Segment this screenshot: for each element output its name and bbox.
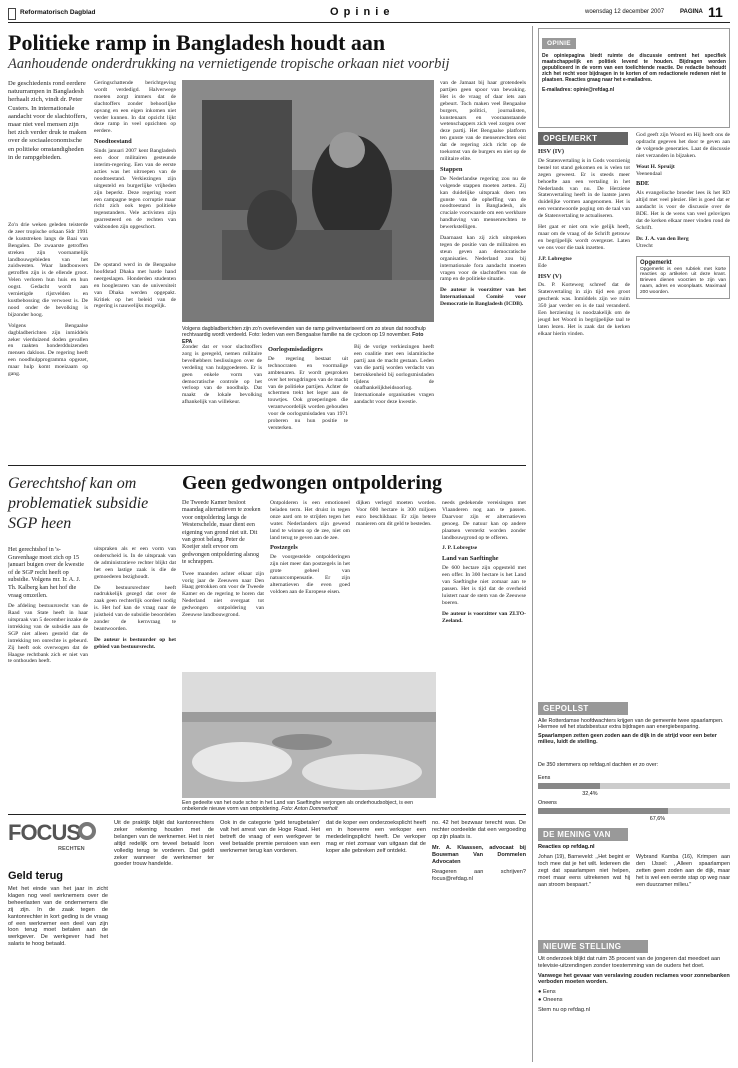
nieuwe-option-eens-bullet: ● [538,989,543,996]
poll-eens-bar-fill [538,783,600,789]
second-photo [182,672,436,798]
lead-body-10: De Nederlandse regering zou nu de volgende stappen moeten zetten. Zij kan duidelijke uitspraak doen ten gunste van de opheffing van de noodtoestand in Bangladesh, als cruciale voorwaarde om een werkbare handhaving van mensenrechten te bewerkstelligen. [440,175,526,231]
second-bottom-rule [8,814,526,815]
second-body-7: De 600 hectare zijn opgesteld met een offer. In 300 hectare is het Land van Saeftinghe niet zomaar aan te passen. Het is tijd dat de overheid luistert naar de stem van de Zeeuwse boeren. [442,565,526,606]
lead-body-6: Zonder dat er voor slachtoffers zorg is geregeld, nemen militaire bevelhebbers beslissingen over de verdeling van hulpgoederen. Er is geen enkele vorm van democratische controle op het verloop van de noodhulp. Dat maakt de lokale bevolking afhankelijk van willekeur. [182,344,262,406]
letter1-place: Ede [538,262,547,269]
lead-sub-oorlogsmisdadigers: Oorlogsmisdadigers [268,346,323,353]
court-body-1: Het gerechtshof in 's-Gravenhage moet zich op 15 januari buigen over de kwestie of de SGP recht heeft op subsidie. Volgens mr. Ir. A. J. Th. Kalberg kan het hof die vraag omzeilen. [8,546,84,599]
lead-intro [8,80,88,218]
nieuwe-option-oneens-bullet: ● [538,996,543,1003]
hsv-v-heading: HSV (V) [538,272,562,280]
gg-text: God geeft zijn Woord en Hij heeft ons de opdracht gegeven het door te geven aan de volgende generaties. Laat de discussie niet verzanden in bijzaken. [636,132,730,159]
opgemerkt-info-box [636,256,730,300]
nieuwe-title: NIEUWE STELLING [538,940,648,953]
second-body-3: Ontpolderen is een emotioneel beladen term. Het druist in tegen onze aard om te strijden tegen het water. Nederlanders zijn gewend land te winnen op de zee, niet om land terug te geven aan de zee. [270,500,350,541]
focus-col-1 [8,886,108,1062]
poll-title: GEPOLLST [538,702,628,715]
second-col-2 [270,500,350,670]
lead-body-8: Bij de vorige verkiezingen heeft een coalitie met een islamitische partij aan de macht gestaan. Leden van die partij worden verdacht van betrokkenheid bij oorlogsmisdaden tijdens de onafhankelijkheidsoorlog. Internationale organisaties vragen aandacht voor deze kwestie. [354,344,434,406]
letter1-author: J.P. Lobregtse [538,255,572,262]
second-col-3 [356,500,436,670]
second-body-2: Twee maanden achter elkaar zijn vorig jaar de Zeeuwen naar Den Haag getrokken om voor de Tweede Kamer en de regering te horen dat Nederland niet overgaat tot gedwongen ontpoldering van Zeeuwse landbouwgrond. [182,570,264,619]
poll-question: Spaarlampen zetten geen zoden aan de dijk in de strijd voor een beter milieu, luidt de stelling. [538,732,717,746]
second-body-5: dijken verlegd moeten worden. Voor 600 hectare is 300 miljoen euro beschikbaar. Er zijn betere manieren om dit geld te besteden. [356,500,436,527]
second-photo-credit: Foto: Anton Dommerholt [281,806,338,813]
court-body-2: De afdeling bestuursrecht van de Raad van State heeft in haar uitspraak van 5 december inzake de intrekking van de subsidie aan de SGP niet alleen gesteld dat de intrekking ten onrechte is gebeurd. Zij heeft ook overwogen dat de Haagse rechtbank zich er niet van te onthouden heeft. [8,603,88,665]
bde-text: Als evangelische broeder lees ik het RD altijd met veel plezier. Het is goed dat er aandacht is voor de discussie over de BDE. Het is de wens van veel gelovigen dat de kerken elkaar meer vinden rond de Schrift. [636,190,730,231]
lead-body-2: Volgens Bengaalse dagbladberichten zijn inmiddels zeker vierduizend doden gevallen en raakten honderdduizenden mensen dakloos. De regering heeft een noodhulpprogramma opgezet, maar hulp komt moeizaam op gang. [8,322,88,378]
focus-logo: FOCUS [8,820,80,845]
second-photo-image [182,672,436,798]
lead-subhead: Aanhoudende onderdrukking na vernietigende tropische orkaan niet voorbij [8,56,450,72]
nieuwe-option-eens[interactable] [538,989,730,996]
poll-oneens-label: Oneens [538,800,557,806]
letter3-place: Utrecht [636,242,653,249]
nieuwe-body [538,956,730,1062]
letter3-author: Dr. J. A. van den Berg [636,235,689,242]
poll-oneens-value: 67,6% [649,816,666,822]
poll-eens-value: 32,4% [582,791,598,797]
lead-photo-image [182,80,434,322]
focus-body-5: no. 42 het bezwaar terecht was. De rechter oordeelde dat een vergoeding op zijn plaats is. [432,820,526,840]
second-sub-postzegels: Postzegels [270,544,298,552]
opinie-box-title: OPINIE [542,38,576,49]
hsv-iv-heading: HSV (IV) [538,148,564,155]
second-author-note: De auteur is voorzitter van ZLTO-Zeeland. [442,610,526,624]
nieuwe-question: Vanwege het gevaar van verslaving zouden reclames voor zonnebanken verboden moeten worden. [538,972,730,986]
opinie-box [538,28,730,128]
lead-photo-credit: Foto EPA [182,332,424,345]
bde-heading: BDE [636,180,650,188]
focus-body-3: Ook in de categorie 'geld terugbetalen' valt het arrest van de Hoge Raad. Het betreft de vraag of een werkgever te veel betaalde premie pensioen van een werknemer terug kan vorderen. [220,820,320,854]
letter2-place: Veenendaal [636,170,662,177]
second-col-4 [442,500,526,800]
poll-oneens-bar-fill [538,808,668,814]
second-body-1: De Tweede Kamer besloot maandag alternatieven te zoeken voor ontpoldering langs de Westerschelde, maar dient een eigening van grond niet uit. Dit van groot belang. Peter de Koeijer stelt ervoor om gedwongen ontpoldering alsnog te schrappen. [182,500,261,566]
second-photo-caption [182,800,436,813]
focus-logo-icon [78,822,96,840]
second-col-1 [182,500,264,670]
opinie-box-body: De opiniepagina biedt ruimte de discussie omtrent het specifiek maatschappelijk en politiek levend te houden. Bijdragen worden gepubliceerd in de vorm van een toelichtende reactie. De redactie behoudt zich het recht voor bijdragen in te korten of om redactionele redenen niet te plaatsen. Reacties graag naar het e-mailadres. [542,53,726,83]
nieuwe-option-eens-label: Eens [542,989,556,996]
second-photo-caption-text: Een gedeelte van het oude schor in het Land van Saeftinghe verjongen als onderhoudsobject, is een onbekende nieuwe vorm van ontpoldering. [182,800,414,813]
lead-body-3: Geringschattende berichtgeving wordt verdedigd. Halverwege moeten zorgt immers dat de slachtoffers zonder behoorlijke opvang en een eigen inkomen niet verder kunnen. In dat opzicht lijkt deze ramp in veel opzichten op eerdere. [94,80,176,135]
lead-intro-text: De geschiedenis rond eerdere natuurrampen in Bangladesh herhaalt zich, vindt dr. Peter Custers. In internationale aandacht voor de slachtoffers, maar niet veel mensen zijn het zich verder druk te maken over de sociaaleconomische en politieke omstandigheden in de rampgebieden. [8,80,87,161]
lead-col-4 [268,344,348,460]
poll-eens-bar [538,783,730,789]
focus-sub: Geld terug [8,870,64,882]
focus-col-4 [326,820,426,1062]
lead-col-5 [354,344,434,460]
header-page-number: 11 [708,4,723,20]
court-author-note: De auteur is bestuurder op het gebied van bestuursrecht. [94,636,176,650]
focus-body-1: Met het einde van het jaar in zicht klagen nog veel werknemers over de beheerlasten van de ondernemers die zij zijn. In de zaak tegen de kantonrechter in kort geding is de vraag of een werknemer een deel van zijn loon terug moet betalen aan de werkgever. De werkgever had het salaris te hoog betaald. [8,886,108,948]
header-left-icon [8,8,16,20]
lead-sub-stappen: Stappen [440,165,463,173]
lead-body-11: Daarnaast kan zij zich uitspreken tegen de positie van de militairen en steun geven aan democratische organisaties. Nederland zou bij internationale fora aandacht moeten vragen voor de slachtoffers van de ramp en de politieke situatie. [440,235,526,283]
lead-bottom-rule [8,465,526,466]
nieuwe-option-oneens-label: Oneens [542,996,563,1003]
poll-intro [538,718,730,756]
opgemerkt-title: OPGEMERKT [538,132,628,145]
court-col-2 [94,546,176,802]
focus-col-5 [432,820,526,1062]
opgemerkt-col-2 [636,132,730,558]
poll-eens-label: Eens [538,775,551,781]
lead-body-1: Zo'n drie weken geleden teisterde de zeer tropische orkaan Sidr 1991 de kuststreken langs de Baai van Bengalen. De zwaarste getroffen streken zijn voornamelijk landbouwgebieden van het zuidwesten. Waar landbouwers getroffen zijn is de ellende groot. Velen verloren hun huis en hun oogst. Gedacht wordt aan vernietigde rijstvelden en kustbebossing die verwoest is. De nood onder de bevolking is bijzonder hoog. [8,222,88,318]
hsv-iv-text: De Statenvertaling is in Gods voorzienig bestel tot stand gekomen en is velen tot zegen geweest. Er is steeds meer behoefte aan een vertaling in het Nederlands van nu. De Herziene Statenvertaling heeft in de laatste jaren duidelijke vormen aangenomen. Het is een verantwoorde poging om de taal van de Statenvertaling te actualiseren. [538,157,630,220]
letter2-author: Wout H. Spruijt [636,163,675,170]
court-col-1 [8,546,88,802]
section-title: O p i n i e [330,6,391,18]
opgemerkt-info-title: Opgemerkt [640,259,672,266]
opgemerkt-col-1 [538,146,630,558]
focus-col-2 [114,820,214,1062]
lead-photo [182,80,434,322]
lead-body-5: De opstand werd in de Bengaalse hoofdstad Dhaka met harde hand neergeslagen. Honderden studenten en hoogleraren van de universiteit van Dhaka werden opgepakt. Kritiek op het beleid van de regering is nauwelijks mogelijk. [94,262,176,310]
lead-col-2 [94,80,176,260]
header-date: woensdag 12 december 2007 [585,9,665,15]
opinie-box-email: E-mailadres: opinie@refdag.nl [542,87,615,93]
hsv-v-text: Ds. P. Korteweg schreef dat de Statenvertaling in zijn tijd een groot geschenk was. Inmiddels zijn we ruim 350 jaar verder en is de taal veranderd. Een herziening is noodzakelijk om de jeugd het Woord in begrijpelijke taal te laten lezen. Het is zaak dat de kerken elkaar hierin vinden. [538,282,630,337]
focus-footer: Reageren aan schrijven? focus@refdag.nl [432,869,526,883]
opgemerkt-info-text: Opgemerkt is een rubriek met korte reacties op artikelen uit deze krant. Brieven dienen voorzien te zijn van naam, adres en woonplaats. Maximaal 200 woorden. [640,266,726,295]
focus-tag: RECHTEN [58,846,85,852]
lead-body-7: De regering bestaat uit technocraten en voormalige ambtenaren. Er wordt gesproken over het terugdringen van de macht van de politieke partijen. Achter de schermen trekt het leger aan de touwtjes. Ook groeperingen die verantwoordelijk worden gehouden voor de oorlogsmisdaden van 1971 proberen nu hun positie te versterken. [268,355,348,431]
poll-intro-text: Alle Rotterdamse hoofdwachters krijgen van de gemeente twee spaarlampen. Hiermee wil het stadsbestuur extra bijdragen aan energiebesparing. [538,718,724,731]
poll-votes-label: De 350 stemmers op refdag.nl dachten er zo over: [538,762,659,768]
poll-oneens-bar [538,808,730,814]
nieuwe-intro: Uit onderzoek blijkt dat ruim 35 procent van de jongeren dat meedoet aan televisie-uitzendingen zonder toestemming van de ouders het doet. [538,956,721,969]
court-body-3: uitspraken als er een vorm van onderscheid is. In de uitspraak van de administratieve rechter blijkt dat het een lastige zaak is die de gemoederen bezighoudt. [94,546,176,580]
publication-name: Reformatorisch Dagblad [20,9,96,16]
court-body-4: De bestuursrechter heeft nadrukkelijk gezegd dat over de zaak geen rechterlijk oordeel nodig is. Het hof kan de vraag naar de juistheid van de subsidie beoordelen zonder de kernvraag te beantwoorden. [94,584,176,632]
header-rule [8,22,730,23]
second-body-6: needs gedekende vereisingen met Vlaanderen nog aan te passen. Daarvoor zijn er alternatieven genoeg. De natuur kan op andere plaatsen versterkt worden zonder landbouwgrond op te offeren. [442,500,526,541]
focus-col-3 [220,820,320,1062]
sidebar-divider [532,26,533,1062]
focus-body-2: Uit de praktijk blijkt dat kantonrechters zeker rekening houden met de belangen van de werknemer. Het is niet altijd redelijk om teveel betaald loon volledig terug te vorderen. Dat geldt zeker wanneer de werknemer ter goeder trouw handelde. [114,820,214,868]
lead-body-9: van de Jamaat bij haar grotendeels partijen geen spoor van bewaking. Het is de vraag of daar iets aan gebeurt. Toch maken veel Bengaalse burgers, politici, journalisten, kunstenaars en vooraanstaande wetenschappers zich veel zorgen over deze partij. Het Bengaalse platform ten gunste van de mensenrechten eist dat de regering zich richt op de toekomst van de burgers en niet op de militaire elite. [440,80,526,162]
lead-author-note: De auteur is voorzitter van het Internationaal Comité voor Democratie in Bangladesh (ICDB). [440,287,526,308]
lead-sub-noodtoestand: Noodtoestand [94,138,132,146]
focus-author: Mr. A. Klaassen, advocaat bij Bouwman Van Dommelen Advocaten [432,844,526,865]
header-page-label: PAGINA [680,9,703,15]
opinie-box-text [542,53,726,123]
lead-col-1 [8,222,88,460]
lead-col-2b [94,262,176,460]
lead-col-3 [182,344,262,460]
mening-title: DE MENING VAN [538,828,628,841]
mening-body-2: Wybrand Kamba (16), Krimpen aan den IJssel: ,,Alleen spaarlampen zetten geen zoden aan de dijk, maar het is wel een eerste stap op weg naar een duurzamer milieu." [636,854,730,888]
second-headline: Geen gedwongen ontpoldering [182,472,443,494]
nieuwe-vote-link[interactable]: Stem nu op refdag.nl [538,1006,590,1013]
second-author-sig: J. P. Lobregtse [442,545,478,552]
nieuwe-option-oneens[interactable] [538,997,730,1004]
lead-photo-caption-text: Volgens dagbladberichten zijn zo'n overlevenden van de ramp geïnventariseerd om zo steun dat noodhulp rechtvaardig wordt verdeeld. Foto: leden van een Bengaalse familie na de cycloon op 19 november. [182,326,426,339]
mening-col-1 [538,854,630,934]
mening-body-1: Johan (19), Barneveld: ,,Het begint er toch mee dat je het wilt. Iedereen die zegt dat spaarlampen niet helpen, moet maar eens uitrekenen wat hij aan stroom bespaart." [538,854,630,888]
second-body-4: De voorgestelde ontpolderingen zijn niet meer dan postzegels in het grote geheel van natuurcompensatie. Er zijn alternatieven die even goed voldoen aan de Europese eisen. [270,554,350,595]
hsv-iv-text-2: Het gaat er niet om wie gelijk heeft, maar om de vraag of de Schrift getrouw en begrijpelijk wordt overgezet. Laten we ons voor die taak inzetten. [538,224,630,251]
focus-body-4: dat de koper een onderzoeksplicht heeft en in hoeverre een verkoper een mededelingsplicht heeft. De verkoper mag er niet zomaar van uitgaan dat de koper alle gebreken zelf ontdekt. [326,820,426,854]
mening-subtitle: Reacties op refdag.nl [538,844,595,850]
second-sub-saeftinghe: Land van Saeftinghe [442,555,499,563]
lead-photo-caption [182,326,434,345]
court-headline: Gerechtshof kan om problematiek subsidie SGP heen [8,475,149,532]
lead-body-4: Sinds januari 2007 kent Bangladesh een door militairen gesteunde interim-regering. Een van de eerste acties was het uitroepen van de noodtoestand. Verkiezingen zijn uitgesteld en burgerlijke vrijheden zijn beperkt. Deze regering voert een campagne tegen corruptie maar richt zich ook tegen politieke tegenstanders. Vele activisten zijn gearresteerd en de rechten van vakbonden zijn opgeschort. [94,148,176,231]
lead-headline: Politieke ramp in Bangladesh houdt aan [8,30,386,55]
mening-col-2 [636,854,730,934]
lead-col-6 [440,80,526,460]
